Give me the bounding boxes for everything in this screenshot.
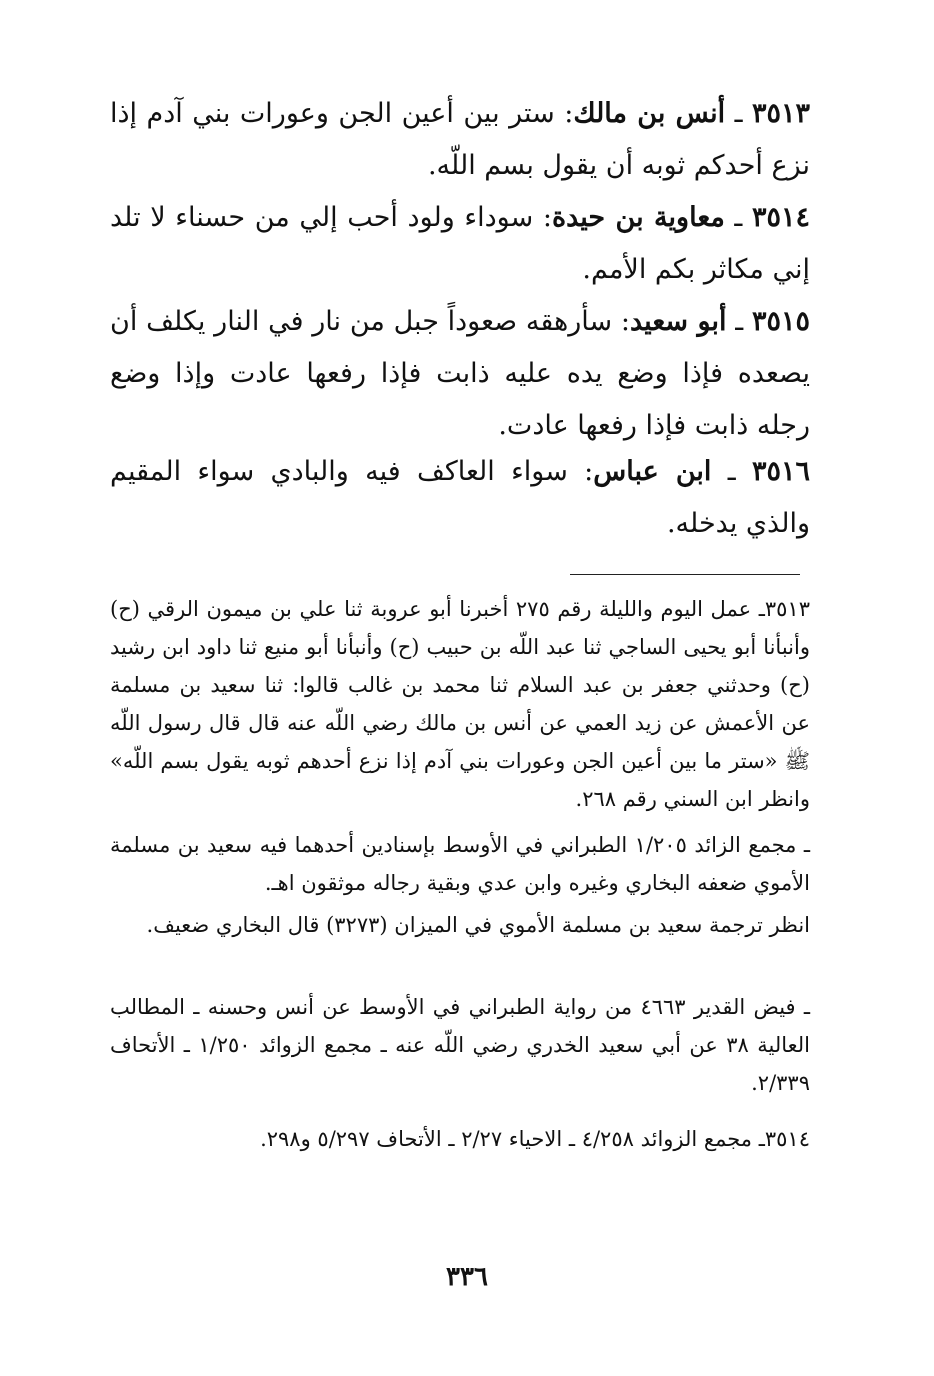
entry-narrator: معاوية بن حيدة — [551, 202, 725, 233]
entry-3516: ٣٥١٦ ـ ابن عباس: سواء العاكف فيه والبادي سواء المقيم والذي يدخله. — [110, 456, 810, 539]
entry-text: سأرهقه صعوداً جبل من نار في النار يكلف أن يصعده فإذا وضع يده عليه ذابت فإذا رفعها عادت وإذا وضع رجله ذابت فإذا رفعها عادت. — [110, 306, 810, 441]
page-number: ٣٣٦ — [446, 1262, 488, 1292]
footnotes-5 — [110, 1120, 810, 1158]
footnote-mizan: انظر ترجمة سعيد بن مسلمة الأموي في الميزان (٣٢٧٣) قال البخاري ضعيف. — [146, 913, 810, 937]
footnotes-4 — [110, 988, 810, 1102]
footnotes-2 — [110, 826, 810, 902]
entry-narrator: أبو سعيد — [630, 306, 727, 337]
entry-number: ٣٥١٣ — [751, 98, 810, 129]
entry-narrator: أنس بن مالك — [573, 98, 726, 129]
entry-number: ٣٥١٥ — [752, 306, 811, 337]
footnote-3514: ٣٥١٤ـ مجمع الزوائد ٤/٢٥٨ ـ الاحياء ٢/٢٧ ـ الأتحاف ٥/٢٩٧ و٢٩٨. — [260, 1127, 810, 1151]
entry-3513: ٣٥١٣ ـ أنس بن مالك: ستر بين أعين الجن وعورات بني آدم إذا نزع أحدكم ثوبه أن يقول بسم اللّه. — [110, 98, 810, 181]
entry-text: سوداء ولود أحب إلي من حسناء لا تلد إني مكاثر بكم الأمم. — [110, 202, 810, 285]
footnote-faid: ـ فيض القدير ٤٦٦٣ من رواية الطبراني في الأوسط عن أنس وحسنه ـ المطالب العالية ٣٨ عن أبي سعيد الخدري رضي اللّه عنه ـ مجمع الزوائد ١/٢٥٠ ـ الأتحاف ٢/٣٣٩. — [110, 995, 811, 1095]
footnote-separator — [570, 574, 800, 575]
main-text — [110, 88, 810, 192]
main-text-3 — [110, 296, 810, 452]
entry-3515: ٣٥١٥ ـ أبو سعيد: سأرهقه صعوداً جبل من نار في النار يكلف أن يصعده فإذا وضع يده عليه ذابت فإذا رفعها عادت وإذا وضع رجله ذابت فإذا رفعها عادت. — [110, 306, 811, 441]
main-text-2 — [110, 192, 810, 296]
footnote-3513: ٣٥١٣ـ عمل اليوم والليلة رقم ٢٧٥ أخبرنا أبو عروبة ثنا علي بن ميمون الرقي (ح) وأنبأنا أبو يحيى الساجي ثنا عبد اللّه بن حبيب (ح) وأنبأنا أبو منيع ثنا داود ابن رشيد (ح) وحدثني جعفر بن عبد السلام ثنا محمد بن غالب قالوا: ثنا سعيد بن مسلمة عن الأعمش عن زيد العمي عن أنس بن مالك رضي اللّه عنه قال قال رسول اللّه ﷺ «ستر ما بين أعين الجن وعورات بني آدم إذا نزع أحدهم ثوبه يقول بسم اللّه» وانظر ابن السني رقم ٢٦٨. — [110, 597, 810, 811]
entry-number: ٣٥١٤ — [751, 202, 810, 233]
entry-text: سواء العاكف فيه والبادي سواء المقيم والذي يدخله. — [110, 456, 810, 539]
entry-number: ٣٥١٦ — [751, 456, 810, 487]
main-text-4 — [110, 446, 810, 550]
entry-narrator: ابن عباس — [593, 456, 712, 487]
footnote-majma: ـ مجمع الزائد ١/٢٠٥ الطبراني في الأوسط بإسنادين أحدهما فيه سعيد بن مسلمة الأموي ضعفه البخاري وغيره وابن عدي وبقية رجاله موثقون اهـ. — [110, 833, 810, 895]
entry-text: ستر بين أعين الجن وعورات بني آدم إذا نزع أحدكم ثوبه أن يقول بسم اللّه. — [110, 98, 810, 181]
entry-3514: ٣٥١٤ ـ معاوية بن حيدة: سوداء ولود أحب إلي من حسناء لا تلد إني مكاثر بكم الأمم. — [110, 202, 810, 285]
footnotes-3 — [110, 906, 810, 944]
footnotes — [110, 590, 810, 818]
